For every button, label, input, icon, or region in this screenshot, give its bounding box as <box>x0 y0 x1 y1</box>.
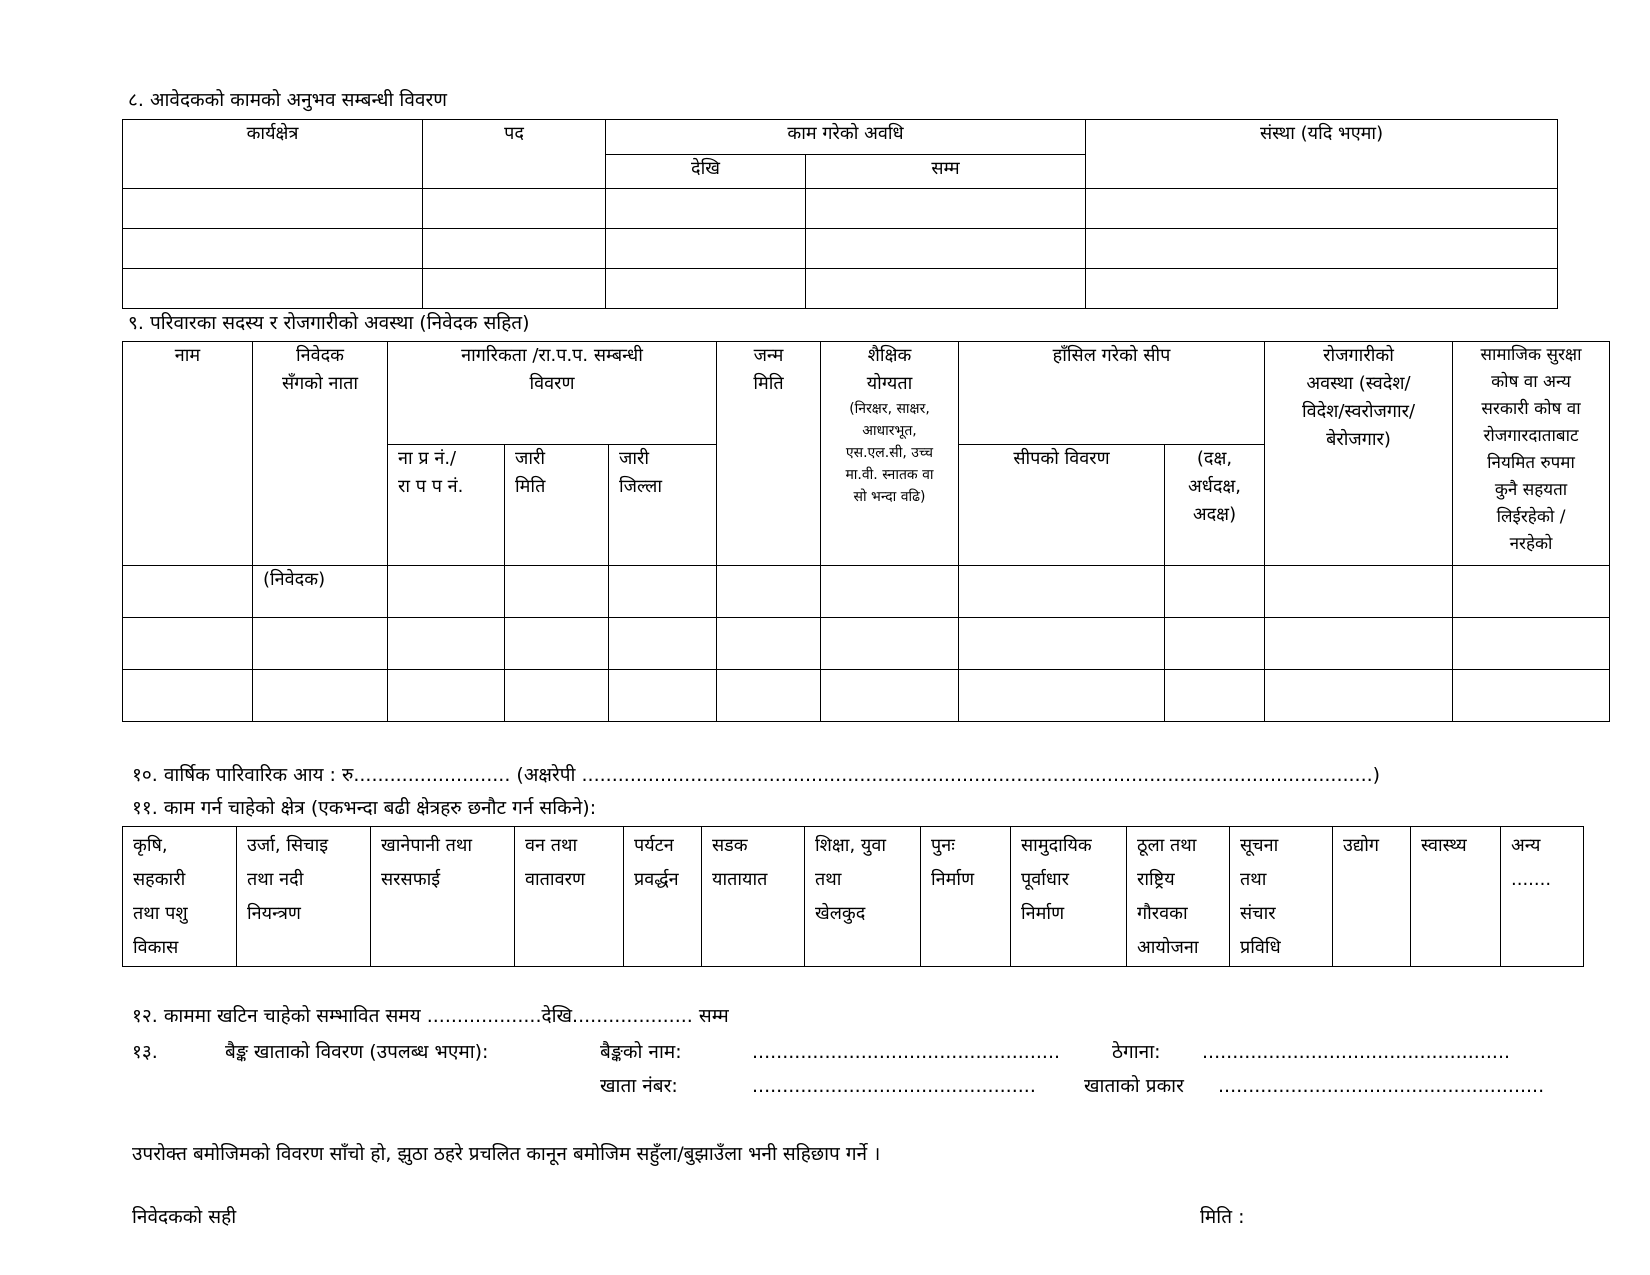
availability-line: १२. काममा खटिन चाहेको सम्भावित समय ...................देखि.................... सम्म <box>132 1005 729 1027</box>
header-skill-description: सीपको विवरण <box>959 445 1165 566</box>
input-cell[interactable] <box>1165 566 1265 618</box>
applicant-label: (निवेदक) <box>253 566 388 618</box>
table-row <box>123 189 1558 229</box>
header-period: काम गरेको अवधि <box>606 120 1086 155</box>
header-social-security: सामाजिक सुरक्षा कोष वा अन्य सरकारी कोष वा रोजगारदाताबाट नियमित रुपमा कुनै सहयता लिईरहेको / नरहेको <box>1453 342 1610 566</box>
input-cell[interactable] <box>123 670 253 722</box>
table-row <box>123 229 1558 269</box>
input-cell[interactable] <box>1453 566 1610 618</box>
address-label: ठेगाना: <box>1112 1041 1161 1063</box>
sector-option[interactable]: सामुदायिक पूर्वाधार निर्माण <box>1011 827 1127 967</box>
header-employment: रोजगारीको अवस्था (स्वदेश/ विदेश/स्वरोजगार/ बेरोजगार) <box>1265 342 1453 566</box>
header-education <box>821 342 959 566</box>
input-cell[interactable] <box>123 618 253 670</box>
address-field[interactable]: ................................................... <box>1202 1041 1511 1063</box>
input-cell[interactable] <box>1265 670 1453 722</box>
bank-account-label: बैङ्क खाताको विवरण (उपलब्ध भएमा): <box>225 1041 489 1063</box>
header-name: नाम <box>123 342 253 566</box>
header-relation: निवेदक सँगको नाता <box>253 342 388 566</box>
account-number-label: खाता नंबर: <box>600 1075 678 1097</box>
input-cell[interactable] <box>821 566 959 618</box>
sector-option[interactable]: सूचना तथा संचार प्रविधि <box>1230 827 1333 967</box>
input-cell[interactable] <box>423 189 606 229</box>
sector-option[interactable]: शिक्षा, युवा तथा खेलकुद <box>805 827 921 967</box>
work-experience-table <box>122 119 1558 309</box>
input-cell[interactable] <box>609 618 717 670</box>
input-cell[interactable] <box>806 269 1086 309</box>
input-cell[interactable] <box>959 618 1165 670</box>
sector-option[interactable]: वन तथा वातावरण <box>515 827 624 967</box>
input-cell[interactable] <box>505 618 609 670</box>
input-cell[interactable] <box>388 618 505 670</box>
input-cell[interactable] <box>388 670 505 722</box>
header-skill-level: (दक्ष, अर्धदक्ष, अदक्ष) <box>1165 445 1265 566</box>
education-label: शैक्षिक योग्यता <box>866 345 913 394</box>
input-cell[interactable] <box>959 566 1165 618</box>
input-cell[interactable] <box>717 618 821 670</box>
sector-option[interactable]: सडक यातायात <box>702 827 805 967</box>
header-skill: हाँसिल गरेको सीप <box>959 342 1265 445</box>
input-cell[interactable] <box>253 670 388 722</box>
declaration-text: उपरोक्त बमोजिमको विवरण साँचो हो, झुठा ठहरे प्रचलित कानून बमोजिम सहुँला/बुझाउँला भनी सहिछाप गर्ने । <box>132 1143 881 1165</box>
annual-income-line: १०. वार्षिक पारिवारिक आय : रु.......................... (अक्षरेपी ...................................................................................................................................) <box>132 764 1381 786</box>
sector-option[interactable]: उद्योग <box>1333 827 1411 967</box>
input-cell[interactable] <box>606 189 806 229</box>
input-cell[interactable] <box>1086 269 1558 309</box>
input-cell[interactable] <box>1165 670 1265 722</box>
table-row <box>123 618 1610 670</box>
input-cell[interactable] <box>1453 670 1610 722</box>
input-cell[interactable] <box>717 566 821 618</box>
sector-option[interactable]: पुनः निर्माण <box>921 827 1011 967</box>
date-label: मिति : <box>1200 1206 1245 1228</box>
education-note: (निरक्षर, साक्षर, आधारभूत, एस.एल.सी, उच्च मा.वी. स्नातक वा सो भन्दा वढि) <box>845 401 934 505</box>
input-cell[interactable] <box>388 566 505 618</box>
input-cell[interactable] <box>423 229 606 269</box>
account-number-field[interactable]: ............................................... <box>752 1075 1036 1097</box>
input-cell[interactable] <box>806 229 1086 269</box>
account-type-label: खाताको प्रकार <box>1084 1075 1184 1097</box>
sector-option[interactable]: पर्यटन प्रवर्द्धन <box>624 827 702 967</box>
input-cell[interactable] <box>1165 618 1265 670</box>
header-to: सम्म <box>806 155 1086 189</box>
header-organization: संस्था (यदि भएमा) <box>1086 120 1558 189</box>
input-cell[interactable] <box>123 189 423 229</box>
header-dob: जन्म मिति <box>717 342 821 566</box>
header-field: कार्यक्षेत्र <box>123 120 423 189</box>
input-cell[interactable] <box>505 566 609 618</box>
input-cell[interactable] <box>1453 618 1610 670</box>
sector-option[interactable]: खानेपानी तथा सरसफाई <box>371 827 515 967</box>
table-row <box>123 269 1558 309</box>
sector-option[interactable]: उर्जा, सिचाइ तथा नदी नियन्त्रण <box>237 827 371 967</box>
work-sector-table <box>122 826 1584 967</box>
header-issue-district: जारी जिल्ला <box>609 445 717 566</box>
input-cell[interactable] <box>1086 189 1558 229</box>
sector-option[interactable]: कृषि, सहकारी तथा पशु विकास <box>123 827 237 967</box>
input-cell[interactable] <box>609 670 717 722</box>
section13-number: १३. <box>132 1041 158 1063</box>
signature-label: निवेदकको सही <box>132 1206 237 1228</box>
table-row <box>123 566 1610 618</box>
section9-heading: ९. परिवारका सदस्य र रोजगारीको अवस्था (निवेदक सहित) <box>128 312 530 334</box>
input-cell[interactable] <box>1086 229 1558 269</box>
bank-name-field[interactable]: ................................................... <box>752 1041 1061 1063</box>
account-type-field[interactable]: ...................................................... <box>1218 1075 1545 1097</box>
input-cell[interactable] <box>423 269 606 309</box>
input-cell[interactable] <box>123 566 253 618</box>
table-row <box>123 670 1610 722</box>
sector-option[interactable]: अन्य ....... <box>1501 827 1584 967</box>
input-cell[interactable] <box>959 670 1165 722</box>
input-cell[interactable] <box>606 269 806 309</box>
header-citizenship-no: ना प्र नं./ रा प प नं. <box>388 445 505 566</box>
input-cell[interactable] <box>1265 566 1453 618</box>
input-cell[interactable] <box>505 670 609 722</box>
input-cell[interactable] <box>606 229 806 269</box>
sector-option[interactable]: ठूला तथा राष्ट्रिय गौरवका आयोजना <box>1127 827 1230 967</box>
sector-option[interactable]: स्वास्थ्य <box>1411 827 1501 967</box>
family-members-table <box>122 341 1610 722</box>
input-cell[interactable] <box>821 670 959 722</box>
input-cell[interactable] <box>609 566 717 618</box>
header-post: पद <box>423 120 606 189</box>
input-cell[interactable] <box>123 229 423 269</box>
section11-heading: ११. काम गर्न चाहेको क्षेत्र (एकभन्दा बढी क्षेत्रहरु छनौट गर्न सकिने): <box>132 797 597 819</box>
bank-name-label: बैङ्कको नाम: <box>600 1041 682 1063</box>
input-cell[interactable] <box>821 618 959 670</box>
input-cell[interactable] <box>1265 618 1453 670</box>
section8-heading: ८. आवेदकको कामको अनुभव सम्बन्धी विवरण <box>128 89 447 111</box>
input-cell[interactable] <box>717 670 821 722</box>
input-cell[interactable] <box>123 269 423 309</box>
header-issue-date: जारी मिति <box>505 445 609 566</box>
input-cell[interactable] <box>806 189 1086 229</box>
header-citizenship: नागरिकता /रा.प.प. सम्बन्धी विवरण <box>388 342 717 445</box>
header-from: देखि <box>606 155 806 189</box>
sector-row <box>123 827 1584 967</box>
input-cell[interactable] <box>253 618 388 670</box>
